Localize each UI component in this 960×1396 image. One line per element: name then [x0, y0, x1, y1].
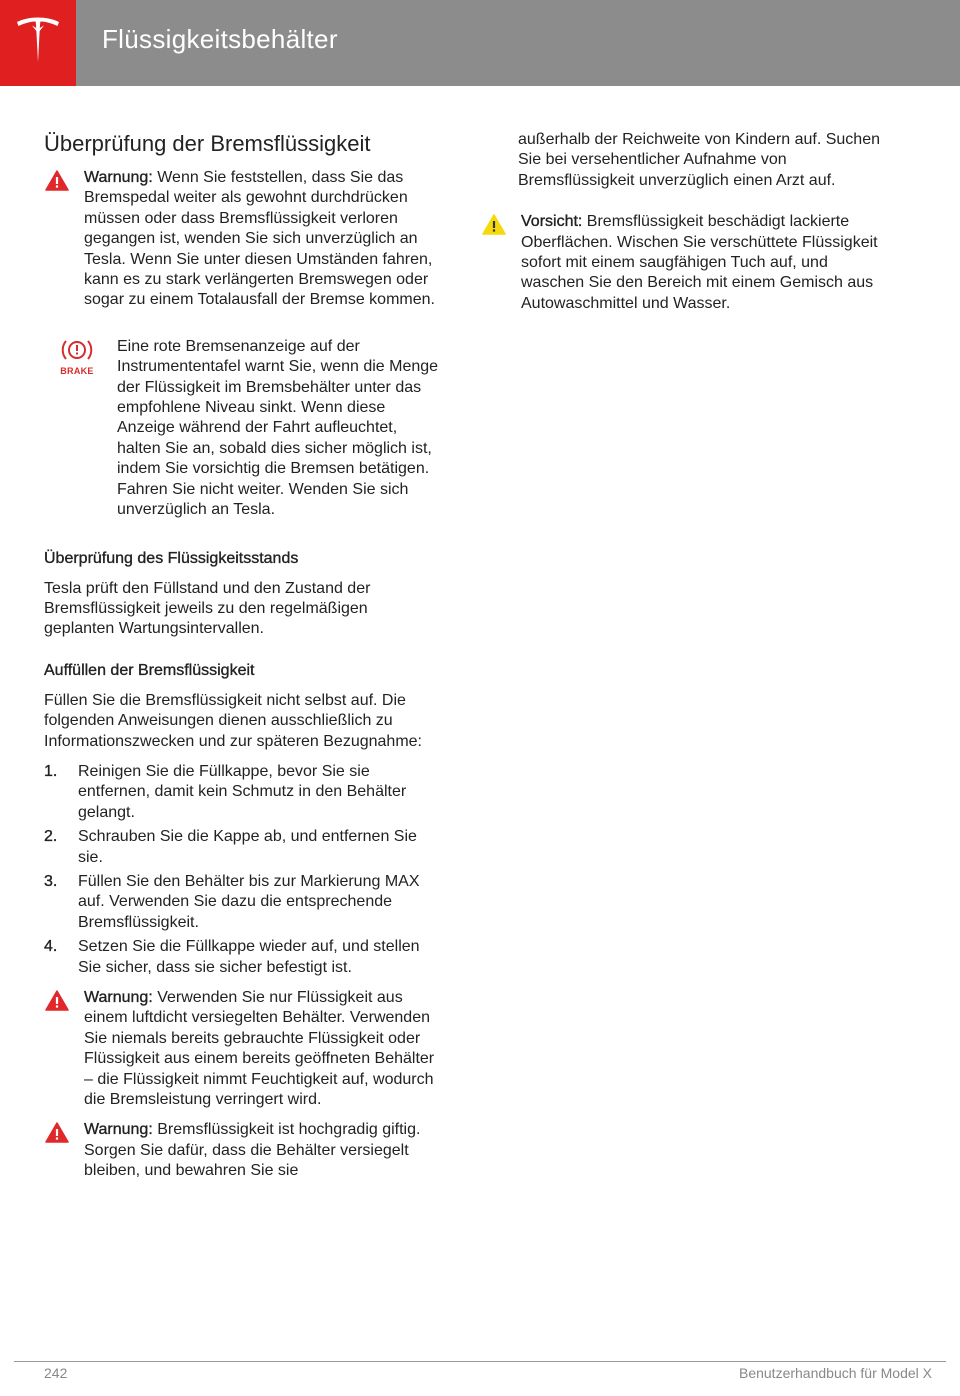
warning-text: Verwenden Sie nur Flüssigkeit aus einem luftdicht versiegelten Behälter. Verwenden Sie niemals bereits gebrauchte Flüssigkeit oder Flüssigkeit aus einem bereits geöffneten Behälter – die Flüssigkeit nimmt Feuchtigkeit auf, wodurch die Bremsleistung verringert wird. [84, 989, 435, 1109]
step-text: Reinigen Sie die Füllkappe, bevor Sie sie entfernen, damit kein Schmutz in den Behälter gelangt. [78, 762, 407, 821]
caution-note [481, 212, 881, 314]
caution-triangle-icon [482, 214, 506, 235]
warning-triangle-icon [45, 990, 69, 1011]
warning-continued-text: außerhalb der Reichweite von Kindern auf. Suchen Sie bei versehentlicher Aufnahme von Bremsflüssigkeit unverzüglich einen Arzt auf. [518, 131, 880, 189]
warning-label: Warnung: [84, 989, 153, 1006]
step-number: 2. [44, 828, 58, 846]
check-level-title: Überprüfung des Flüssigkeitsstands [44, 549, 299, 567]
section-title: Überprüfung der Bremsflüssigkeit [44, 131, 371, 156]
warning-note [44, 1120, 439, 1181]
warning-note [44, 168, 439, 311]
page-number: 242 [44, 1365, 68, 1381]
step-text: Setzen Sie die Füllkappe wieder auf, und stellen Sie sicher, dass sie sicher befestigt ist. [78, 938, 420, 976]
list-item [44, 827, 439, 868]
warning-label: Warnung: [84, 169, 153, 186]
fill-text: Füllen Sie die Bremsflüssigkeit nicht selbst auf. Die folgenden Anweisungen dienen ausschließlich zu Informationszwecken und zur späteren Bezugnahme: [44, 691, 422, 750]
warning-triangle-icon [45, 170, 69, 191]
fill-steps-list [44, 762, 439, 978]
step-number: 3. [44, 872, 58, 890]
tesla-logo-icon [13, 16, 63, 68]
left-column [44, 130, 439, 1203]
footer-divider [14, 1361, 946, 1362]
step-number: 1. [44, 762, 58, 780]
warning-label: Warnung: [84, 1121, 153, 1139]
page-title: Flüssigkeitsbehälter [102, 24, 338, 54]
caution-text: Bremsflüssigkeit beschädigt lackierte Oberflächen. Wischen Sie verschüttete Flüssigkeit sofort mit einem saugfähigen Tuch auf, und waschen Sie den Bereich mit einem Gemisch aus Autowaschmittel und Wasser. [521, 213, 878, 312]
manual-title: Benutzerhandbuch für Model X [738, 1365, 932, 1381]
list-item [44, 762, 439, 823]
brake-indicator-note [44, 337, 439, 521]
warning-note [44, 988, 439, 1110]
caution-label: Vorsicht: [521, 213, 583, 231]
brake-indicator-text: Eine rote Bremsenanzeige auf der Instrumententafel warnt Sie, wenn die Menge der Flüssigkeit im Bremsbehälter unter das empfohlene Niveau sinkt. Wenn diese Anzeige während der Fahrt aufleuchtet, halten Sie an, sobald dies sicher möglich ist, indem Sie vorsichtig die Bremsen betätigen. Fahren Sie nicht weiter. Wenden Sie sich unverzüglich an Tesla. [117, 337, 439, 519]
fill-title: Auffüllen der Bremsflüssigkeit [44, 661, 255, 679]
step-number: 4. [44, 938, 58, 956]
warning-text: Bremsflüssigkeit ist hochgradig giftig. Sorgen Sie dafür, dass die Behälter versiegelt bleiben, und bewahren Sie sie [84, 1121, 421, 1180]
right-column [481, 130, 881, 335]
warning-triangle-icon [45, 1122, 69, 1143]
brake-indicator [57, 337, 97, 379]
list-item [44, 872, 439, 933]
step-text: Schrauben Sie die Kappe ab, und entfernen Sie sie. [78, 828, 417, 866]
check-level-text: Tesla prüft den Füllstand und den Zustand der Bremsflüssigkeit jeweils zu den regelmäßigen geplanten Wartungsintervallen. [44, 579, 371, 638]
brake-icon-label: BRAKE [60, 365, 94, 376]
list-item [44, 937, 439, 978]
step-text: Füllen Sie den Behälter bis zur Markierung MAX auf. Verwenden Sie dazu die entsprechende Bremsflüssigkeit. [78, 872, 420, 931]
tesla-logo-box [0, 0, 76, 86]
warning-text: Wenn Sie feststellen, dass Sie das Bremspedal weiter als gewohnt durchdrücken müssen oder dass Bremsflüssigkeit verloren gegangen ist, wenden Sie sich unverzüglich an Tesla. Wenn Sie unter diesen Umständen fahren, kann es zu stark verlängerten Bremswegen oder sogar zu einem Totalausfall der Bremse kommen. [84, 169, 435, 309]
brake-warning-icon [57, 337, 97, 365]
page-header [0, 0, 960, 86]
